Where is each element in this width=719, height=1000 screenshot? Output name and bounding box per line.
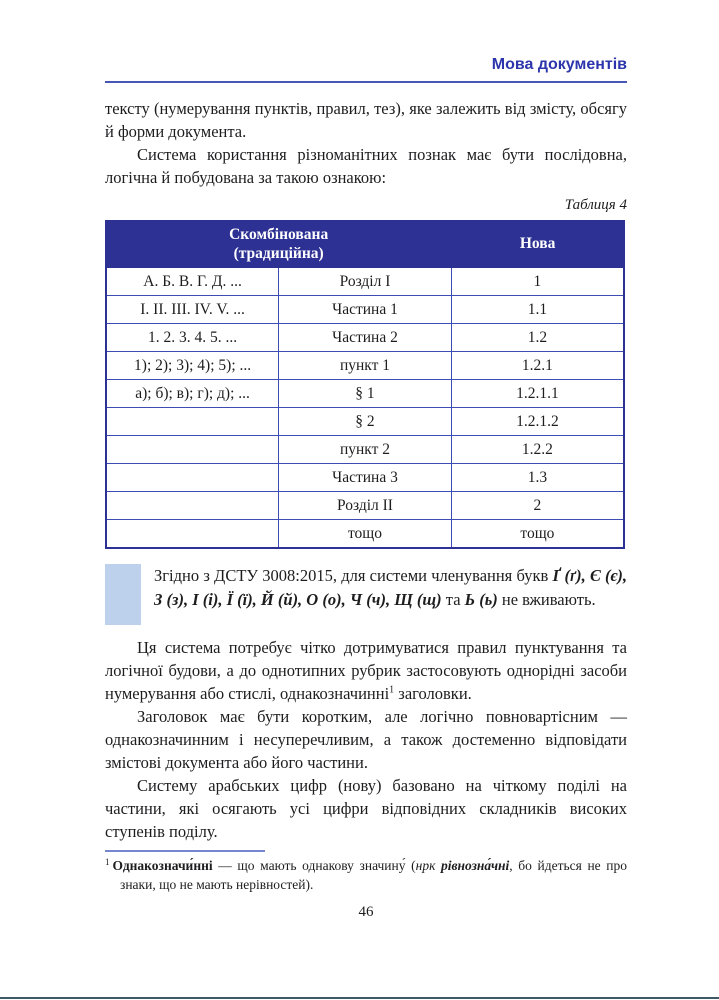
table-cell: Частина 2 [279,324,452,352]
intro-paragraph-1: тексту (нумерування пунктів, правил, тез), яке залежить від змісту, обсягу й форми документа. [105,99,627,141]
table-row [106,408,624,436]
table-caption: Таблиця 4 [564,197,627,213]
table-cell: 1.2.1.1 [451,380,624,408]
note-block [105,564,627,625]
footnote-marker: 1 [105,856,110,867]
table-header-row [106,221,624,267]
table-row [106,380,624,408]
page-content [105,56,627,921]
table-header-new: Нова [451,221,624,267]
table-cell: пункт 2 [279,436,452,464]
table-cell: тощо [451,520,624,549]
table-cell: 1.2 [451,324,624,352]
table-header-combined-line1: Скомбінована [229,226,329,243]
page-bottom-edge [0,997,719,999]
table-row [106,436,624,464]
table-cell [106,408,279,436]
table-header [106,221,624,267]
table-header-combined [106,221,451,267]
table-cell: 1. 2. 3. 4. 5. ... [106,324,279,352]
table-cell: тощо [279,520,452,549]
intro-paragraph-2: Система користання різноманітних познак має бути послідовна, логічна й побудована за такою ознакою: [105,145,627,187]
table-cell: 1.2.1.2 [451,408,624,436]
table-row [106,352,624,380]
footnote [105,856,627,894]
note-marker-square [105,564,141,625]
body-paragraph-3: Систему арабських цифр (нову) базовано на чіткому поділі на частини, які осягають усі цифри відповідних складників високих ступенів поділу. [105,776,627,841]
table-cell: 1.1 [451,296,624,324]
table-cell: § 1 [279,380,452,408]
running-header: Мова документів [105,56,627,83]
table-cell: Розділ I [279,267,452,296]
table-row [106,520,624,549]
table-cell: 1); 2); 3); 4); 5); ... [106,352,279,380]
table-header-combined-line2: (традиційна) [233,245,324,262]
table-row [106,324,624,352]
table-cell: Розділ II [279,492,452,520]
table-row [106,492,624,520]
table-cell: 1 [451,267,624,296]
table-cell: Частина 1 [279,296,452,324]
body-paragraph-1: Ця система потребує чітко дотримуватися правил пунктування та логічної будови, а до однотипних рубрик застосовують однорідні засоби нумерування або стислі, однакозначинні$^1$ заголовки. [105,638,627,703]
page-number: 46 [358,904,374,920]
table-row [106,464,624,492]
table-cell: 2 [451,492,624,520]
body-paragraph-2: Заголовок має бути коротким, але логічно повновартісним — однакозначинним і несуперечливим, а також достеменно відповідати змістові документа або його частини. [105,707,627,772]
table-cell: пункт 1 [279,352,452,380]
table-cell [106,464,279,492]
table-cell: 1.2.1 [451,352,624,380]
table-cell [106,520,279,549]
table-row [106,296,624,324]
table-cell: А. Б. В. Г. Д. ... [106,267,279,296]
table-body [106,267,624,548]
footnote-text: Однакозначи́нні — що мають однакову значину́ (нрк рівнозна́чні, бо йдеться не про знаки, що не мають нерівностей). [112,858,628,892]
table-cell: Частина 3 [279,464,452,492]
numbering-table [105,220,625,549]
table-cell [106,436,279,464]
table-cell: § 2 [279,408,452,436]
footnote-separator [105,850,265,852]
table-cell: I. II. III. IV. V. ... [106,296,279,324]
table-cell: 1.2.2 [451,436,624,464]
note-text: Згідно з ДСТУ 3008:2015, для системи членування букв Ґ (ґ), Є (є), З (з), І (і), Ї (ї), Й (й), О (о), Ч (ч), Щ (щ) та Ь (ь) не вживають. [154,566,627,609]
table-cell [106,492,279,520]
table-cell: а); б); в); г); д); ... [106,380,279,408]
table-cell: 1.3 [451,464,624,492]
table-row [106,267,624,296]
